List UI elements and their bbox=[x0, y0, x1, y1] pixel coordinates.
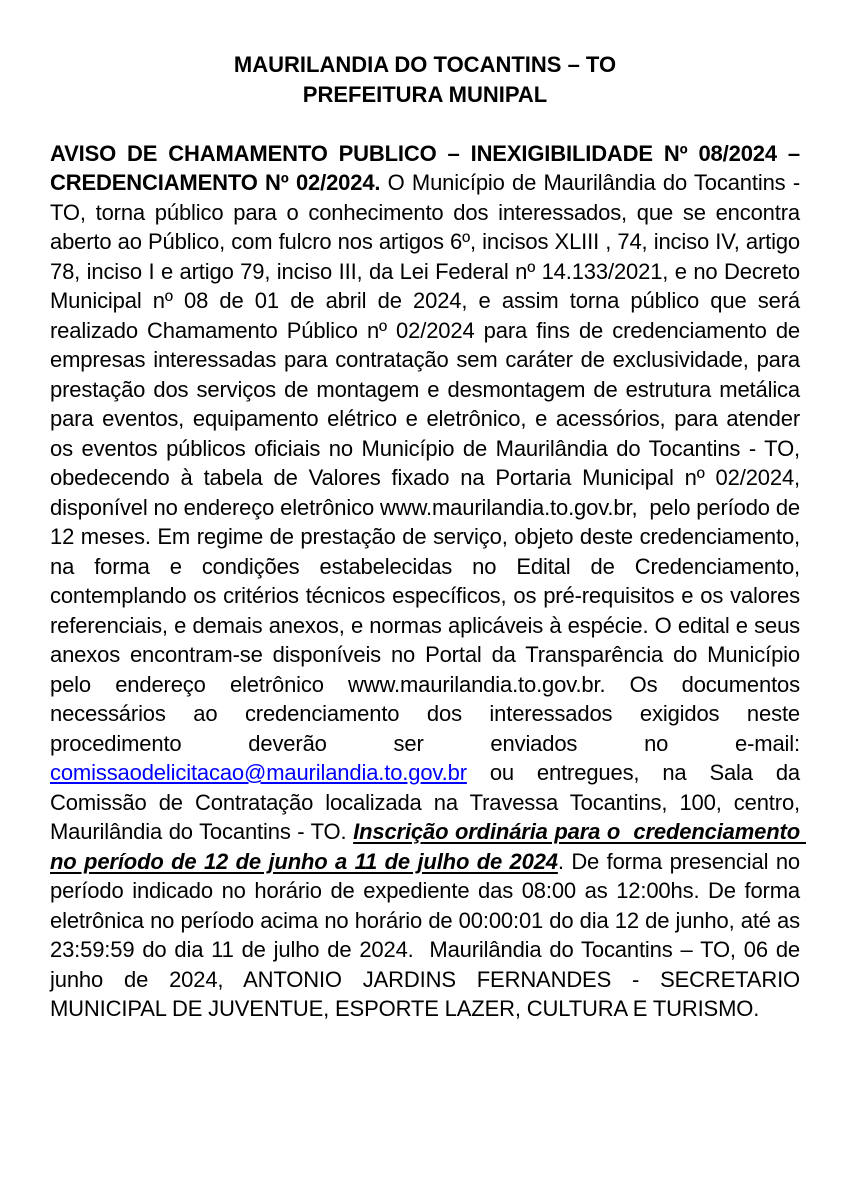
text-run: ou entregues, na Sala da Comissão de Contratação localizada na Travessa Tocantins, 100, centro, Maurilândia do Tocantins - TO. bbox=[50, 760, 806, 844]
text-run: . De forma presencial no período indicado no horário de expediente das 08:00 as 12:00hs. De forma eletrônica no período acima no horário de 00:00:01 do dia 12 de junho, até as 23:59:59 do dia 11 de julho de 2024. Maurilândia do Tocantins – TO, 06 de junho de 2024, ANTONIO JARDINS FERNANDES - SECRETARIO MUNICIPAL DE JUVENTUE, ESPORTE LAZER, CULTURA E TURISMO. bbox=[50, 848, 806, 1021]
municipality-title: MAURILANDIA DO TOCANTINS – TO bbox=[233, 52, 617, 77]
notice-body bbox=[50, 139, 806, 1024]
text-run: O Município de Maurilândia do Tocantins - TO, torna público para o conhecimento dos interessados, que se encontra aberto ao Público, com fulcro nos artigos 6º, incisos XLIII , 74, inciso IV, artigo 78, inciso I e artigo 79, inciso III, da Lei Federal nº 14.133/2021, e no Decreto Municipal nº 08 de 01 de abril de 2024, e assim torna público que será realizado Chamamento Público nº 02/2024 para fins de credenciamento de empresas interessadas para contratação sem caráter de exclusividade, para prestação dos serviços de montagem e desmontagem de estrutura metálica para eventos, equipamento elétrico e eletrônico, e acessórios, para atender os eventos públicos oficiais no Município de Maurilândia do Tocantins - TO, obedecendo à tabela de Valores fixado na Portaria Municipal nº 02/2024, disponível no endereço eletrônico www.maurilandia.to.gov.br, pelo período de 12 meses. Em regime de prestação de serviço, objeto deste credenciamento, na forma e condições estabelecidas no Edital de Credenciamento, contemplando os critérios técnicos específicos, os pré-requisitos e os valores referenciais, e demais anexos, e normas aplicáveis à espécie. O edital e seus anexos encontram-se disponíveis no Portal da Transparência do Município pelo endereço eletrônico www.maurilandia.to.gov.br. Os documentos necessários ao credenciamento dos interessados exigidos neste procedimento deverão ser enviados no e-mail: bbox=[50, 170, 806, 756]
text-run: AVISO DE CHAMAMENTO PUBLICO – INEXIGIBILIDADE Nº 08/2024 – CREDENCIAMENTO Nº 02/2024. bbox=[50, 140, 806, 195]
text-run: Inscrição ordinária para o credenciamento no período de 12 de junho a 11 de julho de 2024 bbox=[50, 819, 806, 874]
email-link[interactable]: comissaodelicitacao@maurilandia.to.gov.br bbox=[50, 760, 467, 785]
document-header bbox=[50, 50, 800, 109]
department-title: PREFEITURA MUNIPAL bbox=[302, 81, 548, 107]
